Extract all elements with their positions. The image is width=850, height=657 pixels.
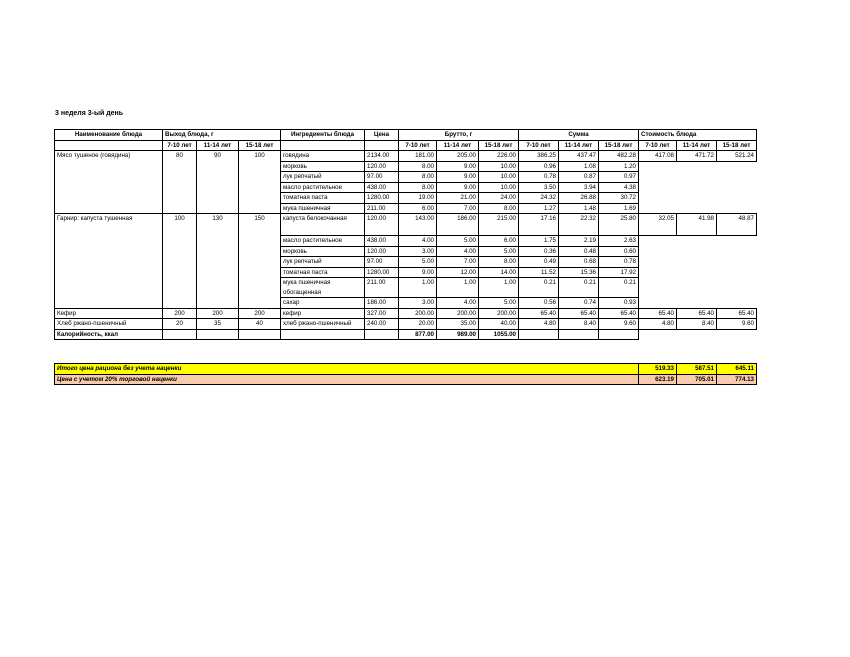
ingredient-brutto: 186.00 [437, 214, 479, 236]
ingredient-brutto: 4.00 [437, 298, 479, 309]
empty-cell [717, 298, 757, 309]
empty-cell [717, 172, 757, 183]
ingredient-brutto: 10.00 [479, 172, 519, 183]
ingredient-brutto: 1.00 [399, 278, 437, 298]
dish-cost: 471.72 [677, 151, 717, 162]
dish-cost: 65.40 [639, 308, 677, 319]
ingredient-sum: 65.40 [559, 308, 599, 319]
header-price: Цена [365, 130, 399, 141]
ingredient-sum: 437.47 [559, 151, 599, 162]
ingredient-sum: 1.08 [559, 161, 599, 172]
ingredient-name: мука пшеничная обогащенная [281, 278, 365, 298]
ingredient-name: томатная паста [281, 193, 365, 204]
ingredient-sum: 0.78 [519, 172, 559, 183]
ingredient-sum: 24.32 [519, 193, 559, 204]
ingredient-sum: 3.50 [519, 182, 559, 193]
ingredient-brutto: 226.00 [479, 151, 519, 162]
ingredient-price: 211.00 [365, 203, 399, 214]
empty-cell [639, 172, 677, 183]
empty-cell [239, 329, 281, 340]
ingredient-sum: 0.48 [559, 246, 599, 257]
empty-cell [639, 298, 677, 309]
ingredient-sum: 0.87 [559, 172, 599, 183]
dish-yield: 200 [163, 308, 197, 319]
ingredient-name: хлеб ржано-пшеничный [281, 319, 365, 330]
dish-yield: 90 [197, 151, 239, 214]
ingredient-brutto: 8.00 [399, 161, 437, 172]
ingredient-sum: 0.21 [519, 278, 559, 298]
table-row [55, 214, 757, 236]
ingredient-sum: 2.63 [599, 236, 639, 247]
empty-cell [519, 329, 559, 340]
ingredient-sum: 17.92 [599, 267, 639, 278]
header-cost: Стоимость блюда [639, 130, 757, 141]
empty-cell [639, 257, 677, 268]
empty-cell [677, 236, 717, 247]
totals-row [55, 374, 757, 385]
ingredient-brutto: 4.00 [399, 236, 437, 247]
ingredient-sum: 1.75 [519, 236, 559, 247]
calories-row [55, 329, 757, 340]
totals-table [54, 363, 757, 385]
ingredient-sum: 482.28 [599, 151, 639, 162]
table-row [55, 319, 757, 330]
header-age: 15-18 лет [717, 140, 757, 151]
empty-cell [717, 267, 757, 278]
empty-cell [717, 161, 757, 172]
ingredient-price: 1280.00 [365, 267, 399, 278]
ingredient-sum: 0.74 [559, 298, 599, 309]
ingredient-brutto: 8.00 [399, 172, 437, 183]
dish-cost: 4.80 [639, 319, 677, 330]
dish-name: Хлеб ржано-пшеничный [55, 319, 163, 330]
dish-yield: 80 [163, 151, 197, 214]
ingredient-sum: 25.80 [599, 214, 639, 236]
empty-cell [365, 329, 399, 340]
ingredient-brutto: 10.00 [479, 182, 519, 193]
ingredient-sum: 30.72 [599, 193, 639, 204]
dish-name: Гарнир: капуста тушенная [55, 214, 163, 309]
dish-cost: 417.08 [639, 151, 677, 162]
dish-cost: 9.60 [717, 319, 757, 330]
empty-cell [163, 329, 197, 340]
empty-cell [677, 257, 717, 268]
ingredient-brutto: 35.00 [437, 319, 479, 330]
ingredient-name: лук репчатый [281, 172, 365, 183]
empty-cell [717, 236, 757, 247]
ingredient-brutto: 6.00 [399, 203, 437, 214]
dish-cost: 65.40 [677, 308, 717, 319]
dish-yield: 20 [163, 319, 197, 330]
ingredient-brutto: 215.00 [479, 214, 519, 236]
ingredient-sum: 0.78 [599, 257, 639, 268]
empty-cell [677, 267, 717, 278]
ingredient-sum: 65.40 [519, 308, 559, 319]
ingredient-brutto: 19.00 [399, 193, 437, 204]
header-age: 11-14 лет [677, 140, 717, 151]
ingredient-brutto: 3.00 [399, 298, 437, 309]
ingredient-name: морковь [281, 161, 365, 172]
ingredient-brutto: 1.00 [437, 278, 479, 298]
ingredient-brutto: 40.00 [479, 319, 519, 330]
ingredient-name: морковь [281, 246, 365, 257]
empty-cell [639, 246, 677, 257]
ingredient-brutto: 12.00 [437, 267, 479, 278]
dish-cost: 32.05 [639, 214, 677, 236]
ingredient-brutto: 205.00 [437, 151, 479, 162]
ingredient-name: говядина [281, 151, 365, 162]
calories-value: 877.00 [399, 329, 437, 340]
ingredient-brutto: 8.00 [479, 257, 519, 268]
empty-cell [639, 329, 677, 340]
ingredient-brutto: 9.00 [437, 161, 479, 172]
totals-value: 623.19 [639, 374, 677, 385]
header-age: 15-18 лет [599, 140, 639, 151]
header-age: 7-10 лет [399, 140, 437, 151]
dish-yield: 200 [197, 308, 239, 319]
ingredient-brutto: 9.00 [437, 182, 479, 193]
header-age: 7-10 лет [519, 140, 559, 151]
ingredient-brutto: 9.00 [399, 267, 437, 278]
ingredient-name: сахар [281, 298, 365, 309]
empty-cell [677, 161, 717, 172]
ingredient-price: 97.00 [365, 172, 399, 183]
ingredient-brutto: 200.00 [399, 308, 437, 319]
ingredient-price: 120.00 [365, 161, 399, 172]
ingredient-sum: 8.40 [559, 319, 599, 330]
ingredient-brutto: 10.00 [479, 161, 519, 172]
header-yield: Выход блюда, г [163, 130, 281, 141]
empty-cell [717, 329, 757, 340]
header-age: 15-18 лет [239, 140, 281, 151]
header-age: 7-10 лет [639, 140, 677, 151]
ingredient-brutto: 5.00 [479, 246, 519, 257]
ingredient-brutto: 14.00 [479, 267, 519, 278]
ingredient-price: 438.00 [365, 182, 399, 193]
calories-value: 1055.00 [479, 329, 519, 340]
dish-cost: 8.40 [677, 319, 717, 330]
totals-value: 705.01 [677, 374, 717, 385]
ingredient-sum: 3.94 [559, 182, 599, 193]
ingredient-sum: 4.80 [519, 319, 559, 330]
ingredient-brutto: 5.00 [479, 298, 519, 309]
empty-cell [677, 193, 717, 204]
header-sum: Сумма [519, 130, 639, 141]
empty-cell [281, 329, 365, 340]
dish-yield: 100 [163, 214, 197, 309]
ingredient-sum: 0.21 [559, 278, 599, 298]
ingredient-sum: 1.69 [599, 203, 639, 214]
ingredient-brutto: 8.00 [479, 203, 519, 214]
empty-cell [639, 278, 677, 298]
ingredient-name: лук репчатый [281, 257, 365, 268]
header-row-1 [55, 130, 757, 141]
ingredient-brutto: 20.00 [399, 319, 437, 330]
empty-cell [639, 193, 677, 204]
ingredient-brutto: 5.00 [437, 236, 479, 247]
empty-cell [639, 236, 677, 247]
dish-yield: 200 [239, 308, 281, 319]
ingredient-sum: 0.68 [559, 257, 599, 268]
ingredient-price: 120.00 [365, 246, 399, 257]
empty-cell [639, 161, 677, 172]
empty-cell [677, 278, 717, 298]
ingredient-brutto: 181.00 [399, 151, 437, 162]
dish-cost: 41.98 [677, 214, 717, 236]
ingredient-sum: 0.56 [519, 298, 559, 309]
ingredient-brutto: 6.00 [479, 236, 519, 247]
ingredient-brutto: 7.00 [437, 203, 479, 214]
empty-cell [559, 329, 599, 340]
ingredient-brutto: 200.00 [479, 308, 519, 319]
ingredient-sum: 0.60 [599, 246, 639, 257]
ingredient-brutto: 7.00 [437, 257, 479, 268]
totals-value: 587.51 [677, 364, 717, 375]
ingredient-sum: 0.36 [519, 246, 559, 257]
ingredient-sum: 0.93 [599, 298, 639, 309]
empty-cell [717, 257, 757, 268]
empty-cell [717, 193, 757, 204]
ingredient-brutto: 4.00 [437, 246, 479, 257]
ingredient-price: 2134.00 [365, 151, 399, 162]
empty-cell [677, 203, 717, 214]
ingredient-sum: 65.40 [599, 308, 639, 319]
dish-name: Кефир [55, 308, 163, 319]
ingredient-brutto: 24.00 [479, 193, 519, 204]
table-row [55, 151, 757, 162]
header-row-2 [55, 140, 757, 151]
empty-cell [639, 267, 677, 278]
ingredient-sum: 386.25 [519, 151, 559, 162]
page-title: 3 неделя 3-ый день [55, 110, 124, 117]
dish-yield: 130 [197, 214, 239, 309]
menu-table-body [55, 130, 757, 340]
totals-value: 519.33 [639, 364, 677, 375]
ingredient-brutto: 200.00 [437, 308, 479, 319]
totals-row [55, 364, 757, 375]
empty-cell [639, 182, 677, 193]
ingredient-brutto: 143.00 [399, 214, 437, 236]
dish-cost: 48.87 [717, 214, 757, 236]
ingredient-sum: 22.32 [559, 214, 599, 236]
ingredient-brutto: 8.00 [399, 182, 437, 193]
ingredient-name: масло растительное [281, 182, 365, 193]
header-age: 11-14 лет [437, 140, 479, 151]
ingredient-sum: 4.38 [599, 182, 639, 193]
ingredient-price: 186.00 [365, 298, 399, 309]
ingredient-price: 97.00 [365, 257, 399, 268]
ingredient-name: масло растительное [281, 236, 365, 247]
ingredient-name: кефир [281, 308, 365, 319]
dish-yield: 40 [239, 319, 281, 330]
empty-cell [639, 203, 677, 214]
ingredient-sum: 11.52 [519, 267, 559, 278]
calories-value: 989.00 [437, 329, 479, 340]
ingredient-brutto: 3.00 [399, 246, 437, 257]
dish-name: Мясо тушеное (говядина) [55, 151, 163, 214]
menu-table [54, 129, 757, 340]
empty-cell [197, 329, 239, 340]
ingredient-sum: 0.96 [519, 161, 559, 172]
header-age: 11-14 лет [197, 140, 239, 151]
empty-cell [599, 329, 639, 340]
ingredient-sum: 0.49 [519, 257, 559, 268]
empty-cell [677, 182, 717, 193]
totals-label: Итого цена рациона без учета наценки [55, 364, 639, 375]
header-age: 7-10 лет [163, 140, 197, 151]
ingredient-brutto: 21.00 [437, 193, 479, 204]
empty-cell [717, 246, 757, 257]
ingredient-sum: 0.97 [599, 172, 639, 183]
empty-cell [717, 203, 757, 214]
ingredient-sum: 9.60 [599, 319, 639, 330]
ingredient-sum: 1.27 [519, 203, 559, 214]
totals-value: 645.11 [717, 364, 757, 375]
empty-cell [677, 172, 717, 183]
ingredient-sum: 17.16 [519, 214, 559, 236]
dish-cost: 521.24 [717, 151, 757, 162]
ingredient-brutto: 9.00 [437, 172, 479, 183]
ingredient-name: томатная паста [281, 267, 365, 278]
header-age: 15-18 лет [479, 140, 519, 151]
totals-label: Цена с учетом 20% торговой наценки [55, 374, 639, 385]
ingredient-price: 120.00 [365, 214, 399, 236]
totals-value: 774.13 [717, 374, 757, 385]
ingredient-name: капуста белокочанная [281, 214, 365, 236]
ingredient-sum: 26.88 [559, 193, 599, 204]
ingredient-brutto: 5.00 [399, 257, 437, 268]
table-row [55, 308, 757, 319]
dish-cost: 65.40 [717, 308, 757, 319]
empty-cell [717, 278, 757, 298]
dish-yield: 100 [239, 151, 281, 214]
empty-cell [677, 298, 717, 309]
ingredient-sum: 15.36 [559, 267, 599, 278]
ingredient-price: 211.00 [365, 278, 399, 298]
ingredient-price: 438.00 [365, 236, 399, 247]
ingredient-sum: 2.19 [559, 236, 599, 247]
ingredient-name: мука пшеничная [281, 203, 365, 214]
ingredient-sum: 1.48 [559, 203, 599, 214]
ingredient-sum: 1.20 [599, 161, 639, 172]
header-ingredients: Ингредиенты блюда [281, 130, 365, 141]
header-age: 11-14 лет [559, 140, 599, 151]
ingredient-brutto: 1.00 [479, 278, 519, 298]
header-brutto: Брутто, г [399, 130, 519, 141]
header-dish: Наименование блюда [55, 130, 163, 141]
dish-yield: 35 [197, 319, 239, 330]
ingredient-sum: 0.21 [599, 278, 639, 298]
ingredient-price: 240.00 [365, 319, 399, 330]
empty-cell [677, 246, 717, 257]
empty-cell [677, 329, 717, 340]
calories-label: Калорийность, ккал [55, 329, 163, 340]
empty-cell [717, 182, 757, 193]
ingredient-price: 1280.00 [365, 193, 399, 204]
ingredient-price: 327.00 [365, 308, 399, 319]
dish-yield: 150 [239, 214, 281, 309]
